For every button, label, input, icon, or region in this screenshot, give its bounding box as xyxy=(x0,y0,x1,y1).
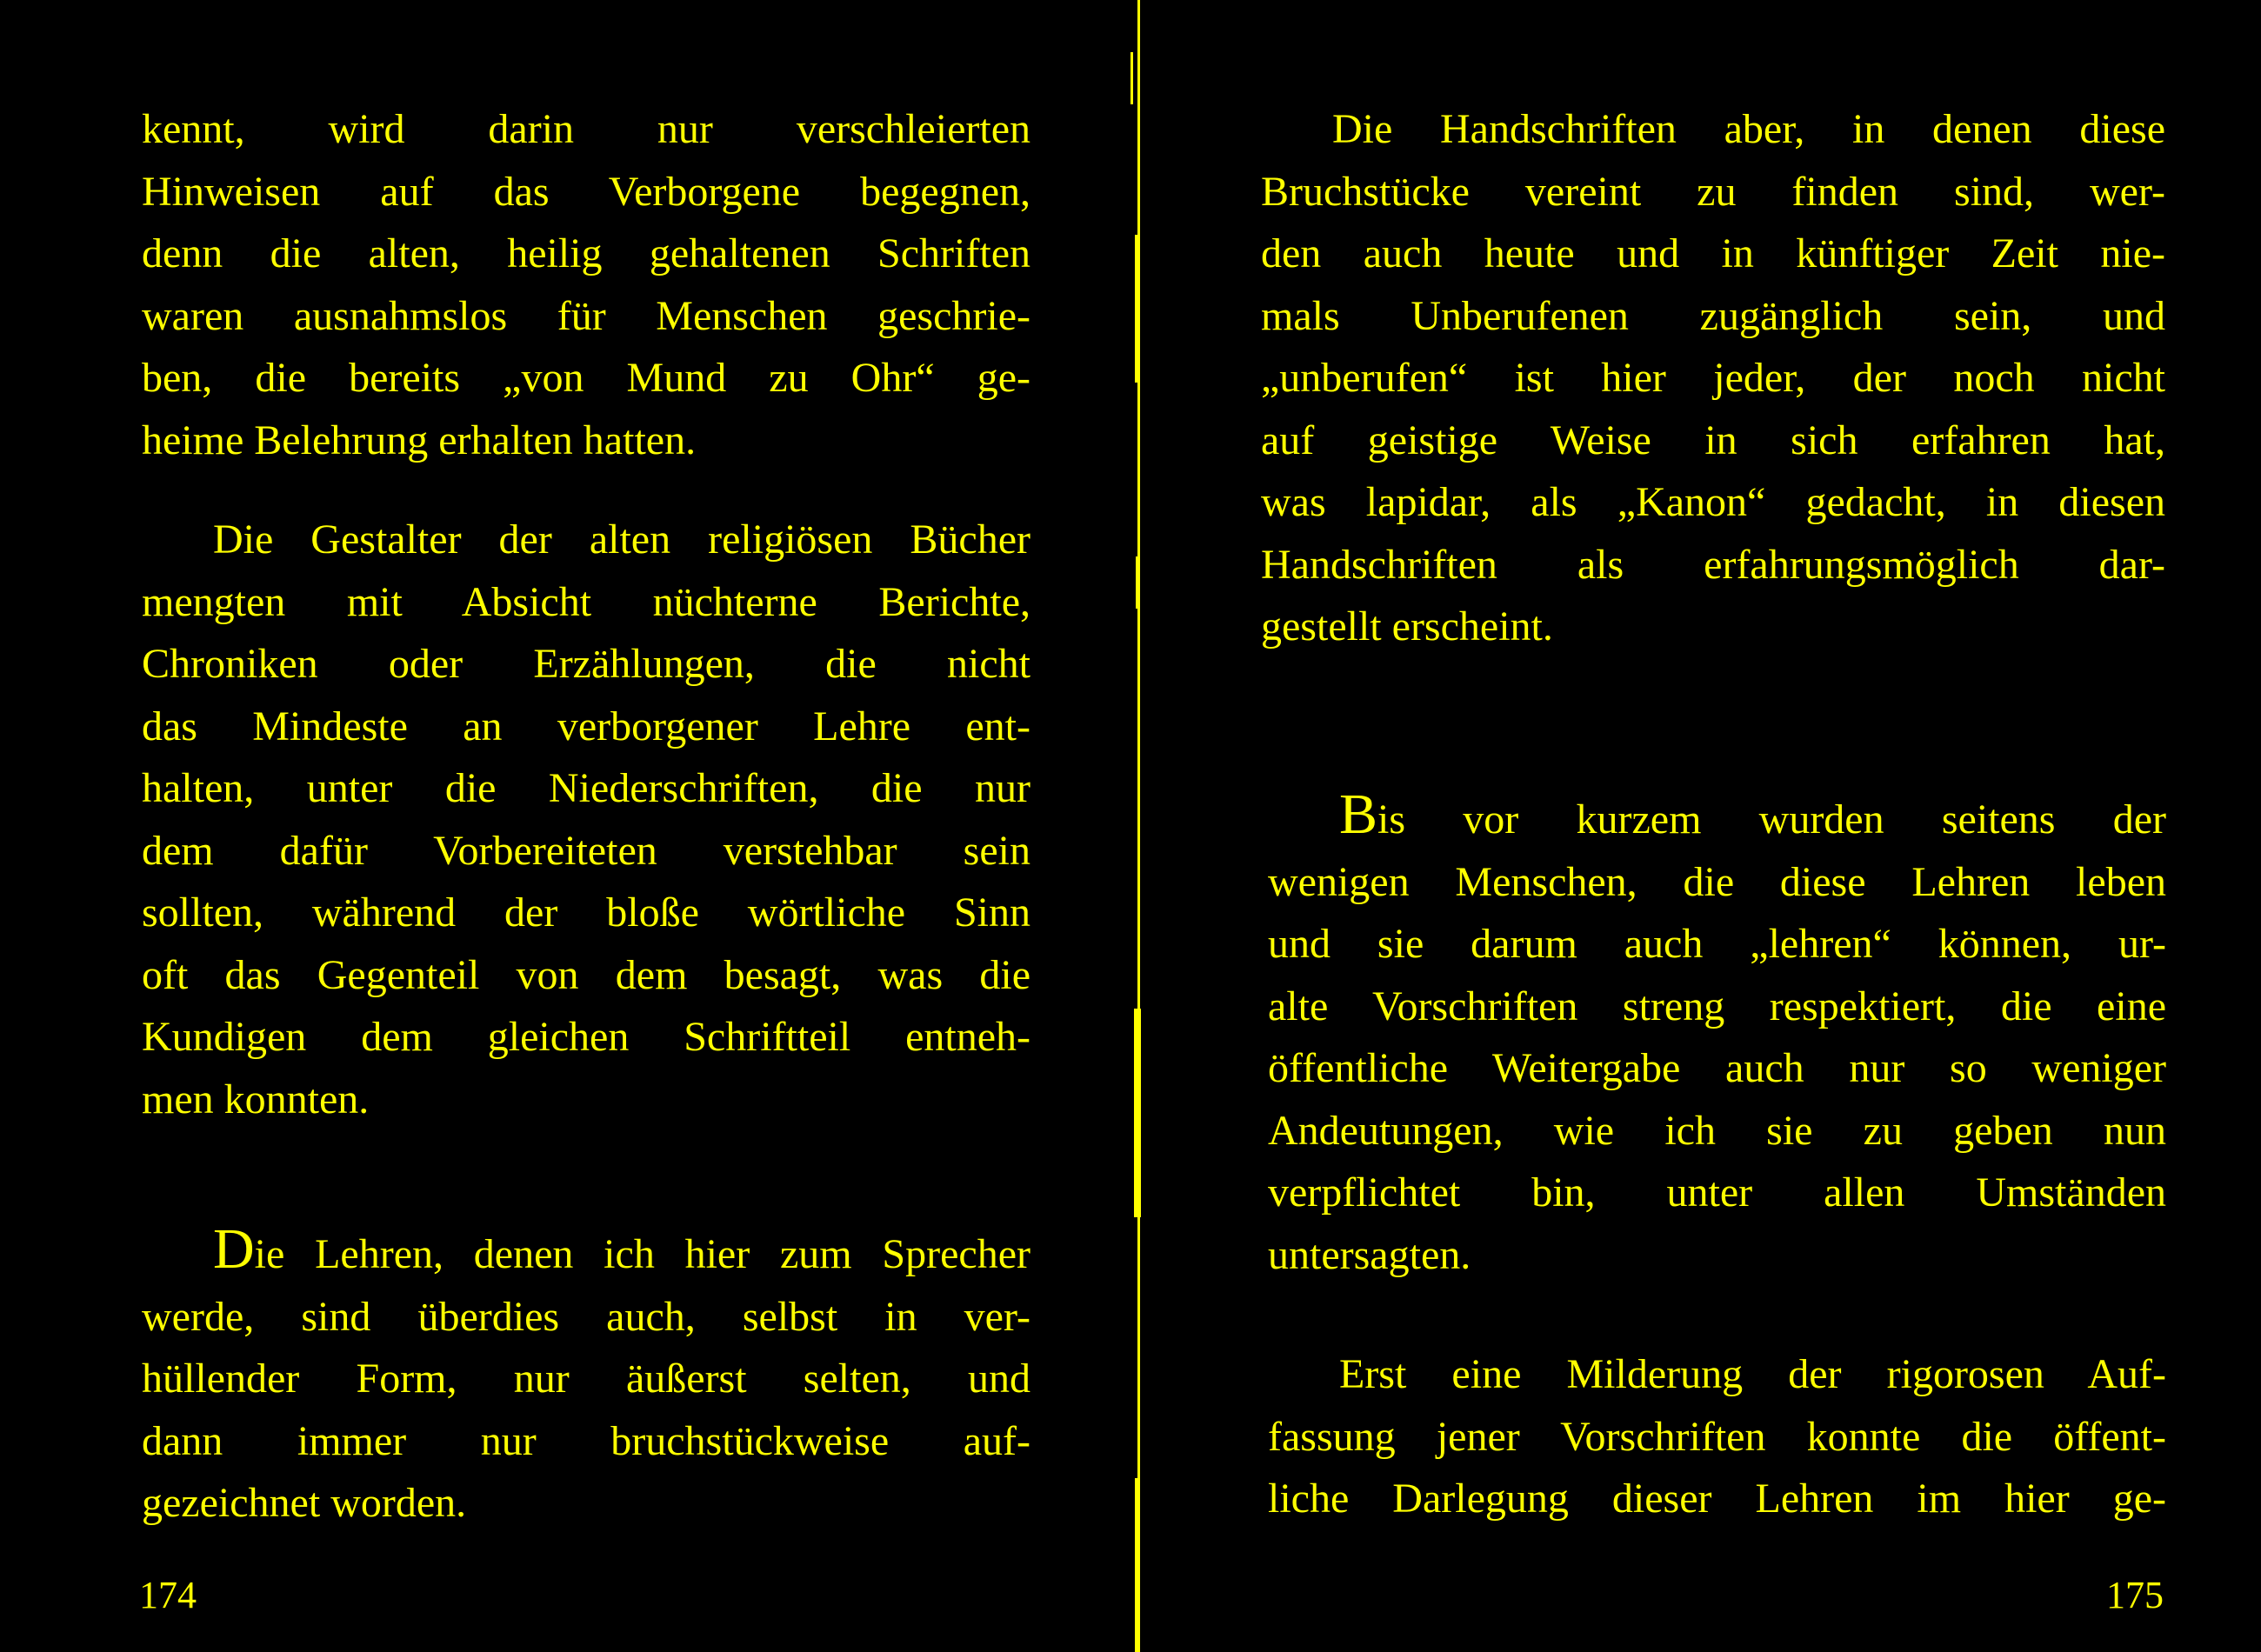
paragraph xyxy=(142,98,1030,471)
text-line: alte Vorschriften streng respektiert, die eine xyxy=(1268,983,2166,1029)
text-line: wenigen Menschen, die diese Lehren leben xyxy=(1268,858,2166,905)
text-line: verpflichtet bin, unter allen Umständen xyxy=(1268,1169,2166,1216)
text-line: Bruchstücke vereint zu finden sind, wer- xyxy=(1261,168,2165,215)
text-line: mals Unberufenen zugänglich sein, und xyxy=(1261,292,2165,339)
paragraph xyxy=(142,509,1030,1130)
text-line-rest: is vor kurzem wurden seitens der xyxy=(1377,796,2166,843)
text-line: Chroniken oder Erzählungen, die nicht xyxy=(142,641,1030,687)
text-line: dem dafür Vorbereiteten verstehbar sein xyxy=(142,827,1030,874)
drop-cap: B xyxy=(1339,783,1378,846)
text-line: heime Belehrung erhalten hatten. xyxy=(142,416,697,463)
text-line: men konnten. xyxy=(142,1076,370,1122)
gutter-line xyxy=(1130,52,1133,104)
text-line: ben, die bereits „von Mund zu Ohr“ ge- xyxy=(142,355,1030,401)
text-line: Die Gestalter der alten religiösen Bücher xyxy=(213,516,1030,563)
text-line: kennt, wird darin nur verschleierten xyxy=(142,106,1030,152)
text-line: Die Handschriften aber, in denen diese xyxy=(1332,106,2165,152)
text-line: halten, unter die Niederschriften, die nur xyxy=(142,765,1030,811)
text-line: was lapidar, als „Kanon“ gedacht, in diesen xyxy=(1261,479,2165,525)
text-line: Handschriften als erfahrungsmöglich dar- xyxy=(1261,541,2165,588)
text-line: Hinweisen auf das Verborgene begegnen, xyxy=(142,168,1030,215)
page-number: 175 xyxy=(2106,1574,2164,1616)
text-line: liche Darlegung dieser Lehren im hier ge- xyxy=(1268,1475,2166,1522)
text-line xyxy=(1268,783,2166,851)
text-line: hüllender Form, nur äußerst selten, und xyxy=(142,1356,1030,1402)
text-line: Erst eine Milderung der rigorosen Auf- xyxy=(1339,1351,2166,1397)
text-line: gestellt erscheint. xyxy=(1261,603,1553,649)
right-page xyxy=(1139,0,2261,1652)
text-line: das Mindeste an verborgener Lehre ent- xyxy=(142,703,1030,749)
text-line: Andeutungen, wie ich sie zu geben nun xyxy=(1268,1107,2166,1154)
page-number: 174 xyxy=(139,1574,197,1616)
text-line: fassung jener Vorschriften konnte die öffent- xyxy=(1268,1413,2166,1460)
text-line: mengten mit Absicht nüchterne Berichte, xyxy=(142,578,1030,625)
text-line: den auch heute und in künftiger Zeit nie- xyxy=(1261,230,2165,276)
text-line: Kundigen dem gleichen Schriftteil entneh- xyxy=(142,1014,1030,1060)
text-line: werde, sind überdies auch, selbst in ver- xyxy=(142,1293,1030,1340)
text-line: und sie darum auch „lehren“ können, ur- xyxy=(1268,921,2166,967)
paragraph xyxy=(1268,783,2166,1286)
text-line: sollten, während der bloße wörtliche Sinn xyxy=(142,889,1030,936)
text-line: öffentliche Weitergabe auch nur so weniger xyxy=(1268,1045,2166,1091)
paragraph xyxy=(1268,1343,2166,1530)
text-line: untersagten. xyxy=(1268,1231,1471,1278)
text-line xyxy=(142,1217,1030,1286)
text-line: oft das Gegenteil von dem besagt, was die xyxy=(142,951,1030,998)
text-line-rest: ie Lehren, denen ich hier zum Sprecher xyxy=(254,1231,1030,1277)
text-line: auf geistige Weise in sich erfahren hat, xyxy=(1261,416,2165,463)
text-line: „unberufen“ ist hier jeder, der noch nicht xyxy=(1261,355,2165,401)
drop-cap: D xyxy=(213,1217,255,1281)
paragraph xyxy=(142,1217,1030,1535)
text-line: denn die alten, heilig gehaltenen Schriften xyxy=(142,230,1030,276)
paragraph xyxy=(1261,98,2165,658)
text-line: waren ausnahmslos für Menschen geschrie- xyxy=(142,292,1030,339)
text-line: gezeichnet worden. xyxy=(142,1480,467,1526)
text-line: dann immer nur bruchstückweise auf- xyxy=(142,1417,1030,1464)
